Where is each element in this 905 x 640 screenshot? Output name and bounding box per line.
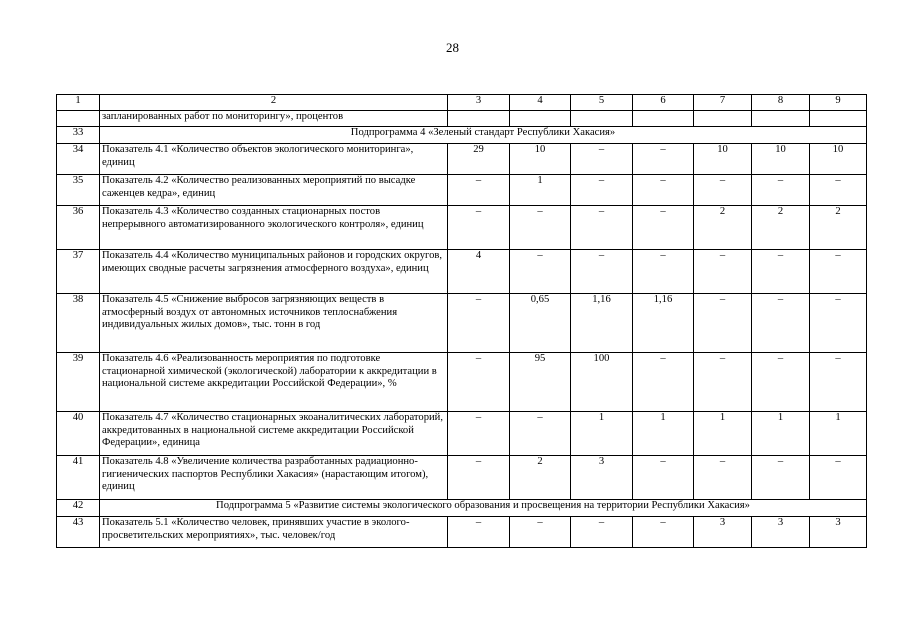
header-cell: 2 xyxy=(100,95,448,111)
subprogram-row xyxy=(57,127,867,144)
value-cell: – xyxy=(571,250,633,294)
value-cell: 2 xyxy=(810,206,867,250)
value-cell: – xyxy=(510,517,571,548)
value-cell: 29 xyxy=(448,144,510,175)
value-cell: – xyxy=(810,456,867,500)
value-cell: 1 xyxy=(510,175,571,206)
row-number: 39 xyxy=(57,353,100,412)
row-number: 38 xyxy=(57,294,100,353)
value-cell: 10 xyxy=(752,144,810,175)
value-cell: – xyxy=(633,144,694,175)
value-cell: – xyxy=(810,353,867,412)
indicator-name: Показатель 4.8 «Увеличение количества разработанных радиационно-гигиенических паспортов Республики Хакасия» (нарастающим итогом), единиц xyxy=(100,456,448,500)
indicator-name: Показатель 4.5 «Снижение выбросов загрязняющих веществ в атмосферный воздух от автономных источников теплоснабжения индивидуальных жилых домов», тыс. тонн в год xyxy=(100,294,448,353)
value-cell: – xyxy=(633,250,694,294)
header-cell: 8 xyxy=(752,95,810,111)
value-cell: – xyxy=(752,175,810,206)
value-cell xyxy=(510,111,571,127)
value-cell: – xyxy=(752,456,810,500)
value-cell: – xyxy=(633,175,694,206)
row-number xyxy=(57,111,100,127)
row-number: 33 xyxy=(57,127,100,144)
value-cell: – xyxy=(752,353,810,412)
row-number: 43 xyxy=(57,517,100,548)
page-number: 28 xyxy=(446,40,459,55)
value-cell: 2 xyxy=(752,206,810,250)
value-cell xyxy=(752,111,810,127)
value-cell: – xyxy=(810,175,867,206)
indicator-name: Показатель 4.4 «Количество муниципальных районов и городских округов, имеющих сводные расчеты загрязнения атмосферного воздуха», единиц xyxy=(100,250,448,294)
row-number: 35 xyxy=(57,175,100,206)
indicator-name: Показатель 4.6 «Реализованность мероприятия по подготовке стационарной химической (экологической) лаборатории к аккредитации в национальной системе аккредитации Российской Федерации», % xyxy=(100,353,448,412)
row-number: 37 xyxy=(57,250,100,294)
row-number: 40 xyxy=(57,412,100,456)
value-cell: 2 xyxy=(510,456,571,500)
value-cell: – xyxy=(694,294,752,353)
value-cell xyxy=(633,111,694,127)
value-cell: 10 xyxy=(694,144,752,175)
value-cell: 3 xyxy=(810,517,867,548)
value-cell: – xyxy=(571,517,633,548)
value-cell: – xyxy=(448,294,510,353)
value-cell xyxy=(810,111,867,127)
value-cell: – xyxy=(633,517,694,548)
table-row xyxy=(57,144,867,175)
value-cell: 3 xyxy=(571,456,633,500)
value-cell xyxy=(571,111,633,127)
value-cell: 1 xyxy=(571,412,633,456)
value-cell: 3 xyxy=(694,517,752,548)
row-number: 42 xyxy=(57,500,100,517)
header-row xyxy=(57,95,867,111)
value-cell: – xyxy=(694,353,752,412)
row-number: 41 xyxy=(57,456,100,500)
value-cell: 0,65 xyxy=(510,294,571,353)
header-cell: 7 xyxy=(694,95,752,111)
value-cell: – xyxy=(448,517,510,548)
value-cell: – xyxy=(752,250,810,294)
value-cell: 1 xyxy=(810,412,867,456)
table-row xyxy=(57,353,867,412)
indicator-name: Показатель 4.1 «Количество объектов экологического мониторинга», единиц xyxy=(100,144,448,175)
value-cell xyxy=(694,111,752,127)
header-cell: 4 xyxy=(510,95,571,111)
value-cell: – xyxy=(571,206,633,250)
value-cell: – xyxy=(633,353,694,412)
table-row xyxy=(57,517,867,548)
table-row xyxy=(57,294,867,353)
value-cell: 100 xyxy=(571,353,633,412)
indicators-table xyxy=(56,94,867,548)
subprogram-title: Подпрограмма 4 «Зеленый стандарт Республики Хакасия» xyxy=(100,127,867,144)
value-cell: – xyxy=(510,412,571,456)
value-cell: – xyxy=(448,175,510,206)
value-cell: – xyxy=(448,456,510,500)
value-cell: 2 xyxy=(694,206,752,250)
value-cell xyxy=(448,111,510,127)
row-number: 34 xyxy=(57,144,100,175)
value-cell: – xyxy=(571,144,633,175)
table-row xyxy=(57,250,867,294)
indicator-name: Показатель 4.2 «Количество реализованных мероприятий по высадке саженцев кедра», единиц xyxy=(100,175,448,206)
table-row xyxy=(57,206,867,250)
value-cell: 10 xyxy=(810,144,867,175)
row-number: 36 xyxy=(57,206,100,250)
value-cell: – xyxy=(810,250,867,294)
header-cell: 3 xyxy=(448,95,510,111)
value-cell: – xyxy=(448,412,510,456)
header-cell: 9 xyxy=(810,95,867,111)
value-cell: – xyxy=(448,206,510,250)
value-cell: 3 xyxy=(752,517,810,548)
value-cell: – xyxy=(633,456,694,500)
value-cell: 10 xyxy=(510,144,571,175)
value-cell: – xyxy=(694,175,752,206)
table-row xyxy=(57,111,867,127)
value-cell: 95 xyxy=(510,353,571,412)
subprogram-title: Подпрограмма 5 «Развитие системы экологического образования и просвещения на территории Республики Хакасия» xyxy=(100,500,867,517)
indicator-name: Показатель 5.1 «Количество человек, принявших участие в эколого-просветительских мероприятиях», тыс. человек/год xyxy=(100,517,448,548)
value-cell: – xyxy=(510,206,571,250)
value-cell: 1,16 xyxy=(633,294,694,353)
table-row xyxy=(57,175,867,206)
value-cell: – xyxy=(510,250,571,294)
value-cell: – xyxy=(571,175,633,206)
header-cell: 6 xyxy=(633,95,694,111)
table-row xyxy=(57,412,867,456)
header-cell: 1 xyxy=(57,95,100,111)
indicator-name: Показатель 4.3 «Количество созданных стационарных постов непрерывного автоматизированного экологического контроля», единиц xyxy=(100,206,448,250)
subprogram-row xyxy=(57,500,867,517)
value-cell: – xyxy=(810,294,867,353)
table-row xyxy=(57,456,867,500)
value-cell: 4 xyxy=(448,250,510,294)
value-cell: – xyxy=(694,456,752,500)
indicator-name: Показатель 4.7 «Количество стационарных экоаналитических лабораторий, аккредитованных в национальной системе аккредитации Российской Федерации», единица xyxy=(100,412,448,456)
value-cell: – xyxy=(633,206,694,250)
header-cell: 5 xyxy=(571,95,633,111)
value-cell: – xyxy=(752,294,810,353)
value-cell: 1,16 xyxy=(571,294,633,353)
value-cell: 1 xyxy=(633,412,694,456)
value-cell: 1 xyxy=(752,412,810,456)
value-cell: 1 xyxy=(694,412,752,456)
indicator-name: запланированных работ по мониторингу», процентов xyxy=(100,111,448,127)
value-cell: – xyxy=(694,250,752,294)
value-cell: – xyxy=(448,353,510,412)
